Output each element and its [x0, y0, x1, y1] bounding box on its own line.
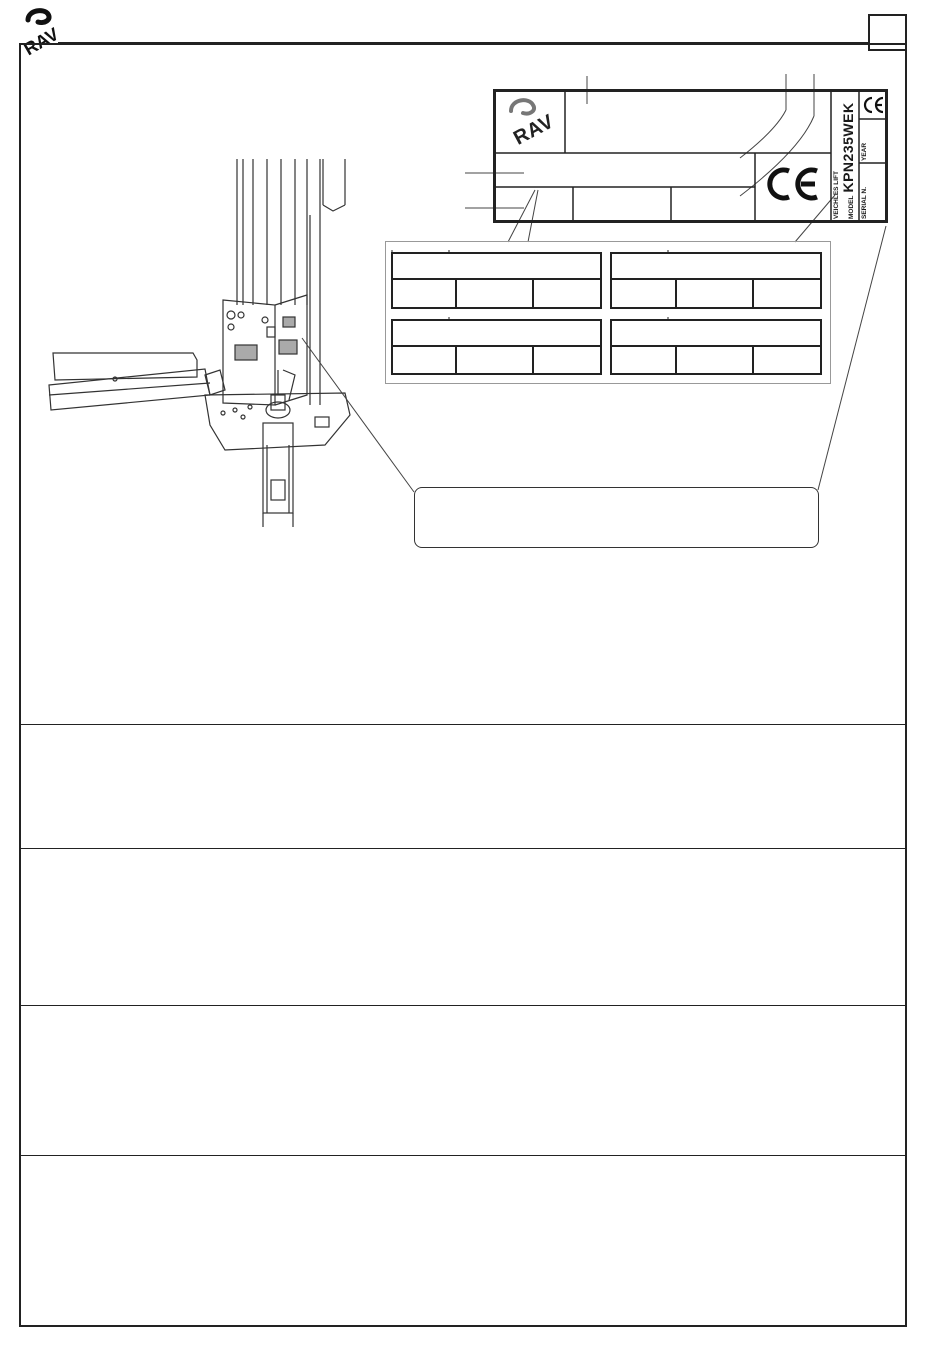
- ce-mark-large: [763, 167, 823, 201]
- plate-detail-panel: [385, 241, 831, 384]
- plate-logo-text: RAV: [510, 110, 558, 150]
- callout-box: [414, 487, 819, 548]
- model-label: MODEL: [848, 195, 855, 219]
- vehicle-lift-label: VEICHLES LIFT: [833, 170, 840, 219]
- identification-plate: [493, 89, 888, 223]
- section-1: [30, 560, 890, 710]
- brand-logo-text: RAV: [20, 23, 63, 56]
- model-value: KPN235WEK: [840, 102, 856, 193]
- section-2: [30, 735, 890, 835]
- serial-label: SERIAL N.: [861, 186, 868, 219]
- year-label: YEAR: [861, 142, 868, 161]
- section-4: [30, 1016, 890, 1141]
- ce-mark-small: [863, 95, 885, 115]
- section-5: [30, 1166, 890, 1316]
- section-3: [30, 860, 890, 990]
- plate-side-labels: [833, 91, 859, 221]
